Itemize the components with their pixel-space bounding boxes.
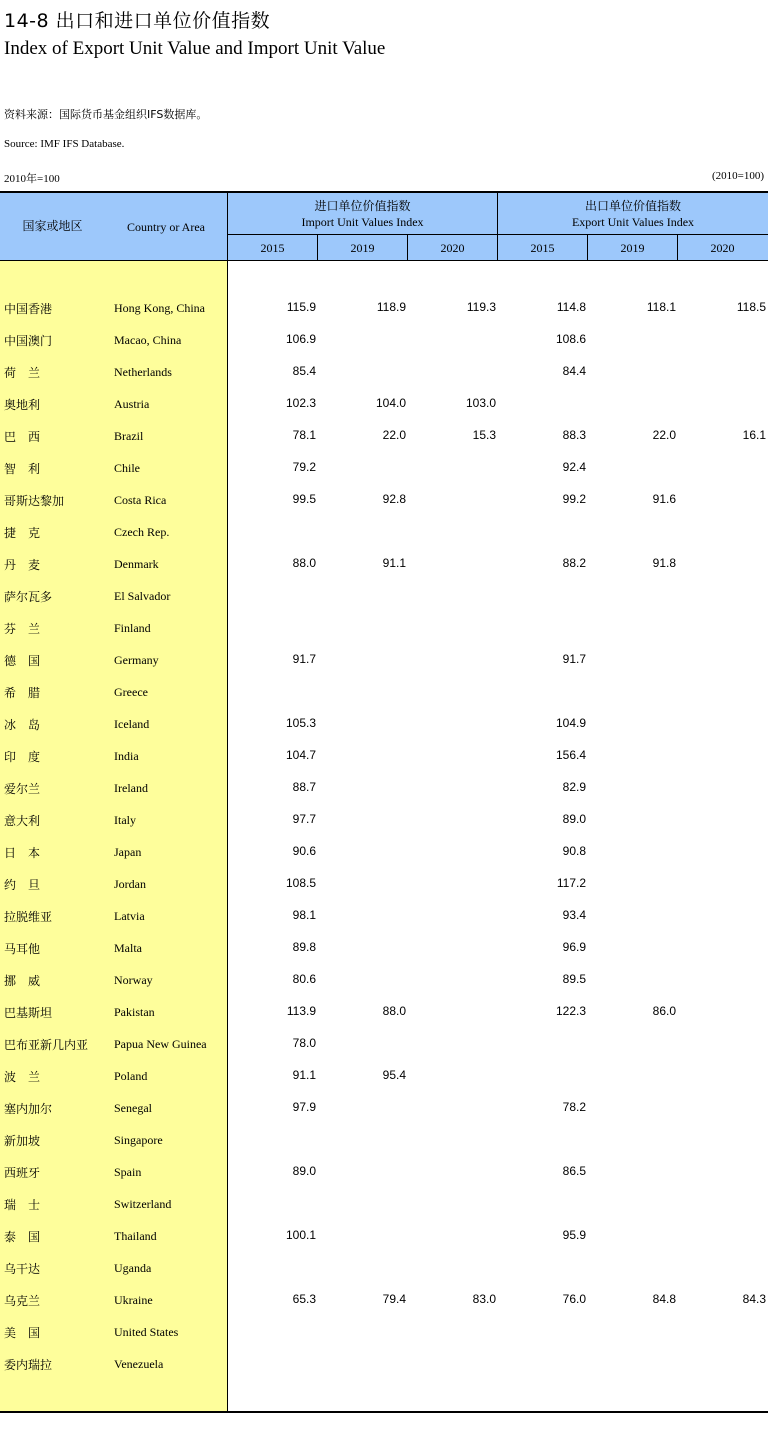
value-cell: 108.5 — [285, 876, 316, 890]
country-name-cn: 芬 兰 — [4, 622, 41, 636]
country-name-cn: 捷 克 — [4, 526, 41, 540]
table-row — [0, 620, 768, 652]
country-name-en: Latvia — [114, 909, 145, 923]
value-cell: 122.3 — [555, 1004, 586, 1018]
table-row — [0, 588, 768, 620]
country-name-en: Ukraine — [114, 1293, 153, 1307]
country-name-cn: 西班牙 — [4, 1166, 41, 1180]
table-row — [0, 1356, 768, 1388]
value-cell: 86.5 — [562, 1164, 586, 1178]
table-row — [0, 364, 768, 396]
value-cell: 78.2 — [562, 1100, 586, 1114]
value-cell: 104.0 — [375, 396, 406, 410]
table-row — [0, 1228, 768, 1260]
table-top-rule — [0, 191, 768, 193]
country-name-cn: 荷 兰 — [4, 366, 41, 380]
value-cell: 103.0 — [465, 396, 496, 410]
table-row — [0, 1292, 768, 1324]
value-cell: 88.0 — [382, 1004, 406, 1018]
value-cell: 92.8 — [382, 492, 406, 506]
header-export-en: Export Unit Values Index — [571, 215, 695, 229]
country-name-cn: 美 国 — [4, 1326, 41, 1340]
country-name-cn: 萨尔瓦多 — [4, 590, 53, 604]
value-cell: 90.6 — [292, 844, 316, 858]
value-cell: 15.3 — [472, 428, 496, 442]
value-cell: 156.4 — [555, 748, 586, 762]
value-cell: 76.0 — [562, 1292, 586, 1306]
country-name-cn: 塞内加尔 — [4, 1102, 53, 1116]
country-name-en: Norway — [114, 973, 153, 987]
value-cell: 78.1 — [292, 428, 316, 442]
country-name-cn: 爱尔兰 — [4, 782, 41, 796]
table-row — [0, 684, 768, 716]
table-row — [0, 1196, 768, 1228]
value-cell: 95.4 — [382, 1068, 406, 1082]
value-cell: 96.9 — [562, 940, 586, 954]
header-import-cn: 进口单位价值指数 — [314, 199, 411, 213]
header-bottom-rule — [0, 260, 768, 261]
country-name-en: Papua New Guinea — [114, 1037, 207, 1051]
table-row — [0, 908, 768, 940]
value-cell: 118.1 — [646, 300, 676, 314]
value-cell: 78.0 — [292, 1036, 316, 1050]
country-name-en: El Salvador — [114, 589, 171, 603]
country-name-en: Pakistan — [114, 1005, 155, 1019]
country-name-cn: 德 国 — [4, 654, 41, 668]
value-cell: 102.3 — [285, 396, 316, 410]
value-cell: 85.4 — [292, 364, 316, 378]
value-cell: 93.4 — [562, 908, 586, 922]
value-cell: 65.3 — [292, 1292, 316, 1306]
value-cell: 99.5 — [292, 492, 316, 506]
value-cell: 114.8 — [556, 300, 586, 314]
value-cell: 89.5 — [562, 972, 586, 986]
country-name-en: United States — [114, 1325, 179, 1339]
value-cell: 118.9 — [376, 300, 406, 314]
table-row — [0, 1164, 768, 1196]
country-name-en: Netherlands — [114, 365, 172, 379]
table-row — [0, 300, 768, 332]
country-name-cn: 希 腊 — [4, 686, 41, 700]
country-name-en: Hong Kong, China — [114, 301, 205, 315]
country-name-en: Denmark — [114, 557, 159, 571]
country-name-en: India — [114, 749, 139, 763]
value-cell: 22.0 — [652, 428, 676, 442]
value-cell: 82.9 — [562, 780, 586, 794]
country-name-en: Jordan — [114, 877, 146, 891]
value-cell: 91.1 — [292, 1068, 316, 1082]
country-name-en: Singapore — [114, 1133, 163, 1147]
value-cell: 91.7 — [292, 652, 316, 666]
value-cell: 80.6 — [292, 972, 316, 986]
header-import-en: Import Unit Values Index — [301, 215, 424, 229]
value-cell: 95.9 — [562, 1228, 586, 1242]
table-row — [0, 1004, 768, 1036]
header-mid-rule — [228, 234, 768, 235]
table-row — [0, 716, 768, 748]
value-cell: 79.4 — [382, 1292, 406, 1306]
value-cell: 89.0 — [562, 812, 586, 826]
table-row — [0, 1324, 768, 1356]
value-cell: 97.7 — [292, 812, 316, 826]
country-name-en: Japan — [114, 845, 142, 859]
table-row — [0, 1100, 768, 1132]
country-name-cn: 瑞 士 — [4, 1198, 41, 1212]
table-row — [0, 652, 768, 684]
table-row — [0, 332, 768, 364]
table-row — [0, 556, 768, 588]
country-name-cn: 日 本 — [4, 846, 41, 860]
country-name-en: Poland — [114, 1069, 148, 1083]
header-export-cn: 出口单位价值指数 — [584, 199, 681, 213]
value-cell: 91.6 — [652, 492, 676, 506]
value-cell: 84.8 — [652, 1292, 676, 1306]
country-name-en: Senegal — [114, 1101, 152, 1115]
country-name-en: Ireland — [114, 781, 148, 795]
country-name-cn: 哥斯达黎加 — [4, 494, 65, 508]
country-name-en: Greece — [114, 685, 148, 699]
value-cell: 91.8 — [652, 556, 676, 570]
value-cell: 105.3 — [285, 716, 316, 730]
country-name-en: Germany — [114, 653, 159, 667]
value-cell: 89.0 — [292, 1164, 316, 1178]
header-year-import-2015: 2015 — [260, 241, 285, 255]
table-row — [0, 428, 768, 460]
table-row — [0, 1260, 768, 1292]
header-year-export-2015: 2015 — [530, 241, 555, 255]
country-name-en: Czech Rep. — [114, 525, 170, 539]
value-cell: 16.1 — [742, 428, 766, 442]
country-name-cn: 巴基斯坦 — [4, 1006, 53, 1020]
value-cell: 84.4 — [562, 364, 586, 378]
country-name-en: Uganda — [114, 1261, 152, 1275]
value-cell: 88.2 — [562, 556, 586, 570]
country-name-cn: 乌干达 — [4, 1262, 41, 1276]
country-name-en: Iceland — [114, 717, 150, 731]
value-cell: 83.0 — [472, 1292, 496, 1306]
country-name-cn: 印 度 — [4, 750, 41, 764]
value-cell: 113.9 — [286, 1004, 316, 1018]
value-cell: 117.2 — [556, 876, 586, 890]
table-row — [0, 1068, 768, 1100]
country-name-cn: 波 兰 — [4, 1070, 41, 1084]
country-name-cn: 泰 国 — [4, 1230, 41, 1244]
table-row — [0, 876, 768, 908]
value-cell: 88.3 — [562, 428, 586, 442]
country-name-cn: 巴 西 — [4, 430, 41, 444]
table-row — [0, 524, 768, 556]
value-cell: 89.8 — [292, 940, 316, 954]
table-row — [0, 844, 768, 876]
value-cell: 99.2 — [562, 492, 586, 506]
value-cell: 86.0 — [652, 1004, 676, 1018]
base-year-note-cn: 2010年=100 — [4, 173, 60, 185]
value-cell: 98.1 — [292, 908, 316, 922]
table-row — [0, 812, 768, 844]
value-cell: 115.9 — [286, 300, 316, 314]
value-cell: 104.7 — [285, 748, 316, 762]
table-row — [0, 940, 768, 972]
country-name-en: Switzerland — [114, 1197, 172, 1211]
country-name-en: Austria — [114, 397, 150, 411]
country-name-en: Costa Rica — [114, 493, 167, 507]
country-name-cn: 委内瑞拉 — [4, 1358, 53, 1372]
source-note-en: Source: IMF IFS Database. — [4, 138, 125, 150]
page-title-cn: 14-8 出口和进口单位价值指数 — [4, 10, 271, 32]
value-cell: 90.8 — [562, 844, 586, 858]
value-cell: 92.4 — [562, 460, 586, 474]
country-name-en: Chile — [114, 461, 140, 475]
table-row — [0, 460, 768, 492]
header-country-en: Country or Area — [127, 220, 205, 234]
table-row — [0, 492, 768, 524]
country-name-cn: 巴布亚新几内亚 — [4, 1038, 89, 1052]
country-name-cn: 新加坡 — [4, 1134, 41, 1148]
country-name-en: Spain — [114, 1165, 142, 1179]
country-name-en: Brazil — [114, 429, 144, 443]
country-name-en: Thailand — [114, 1229, 157, 1243]
country-name-cn: 中国香港 — [4, 302, 53, 316]
source-note-cn: 资料来源：国际货币基金组织IFS数据库。 — [4, 108, 208, 121]
value-cell: 104.9 — [555, 716, 586, 730]
page-title-en: Index of Export Unit Value and Import Unit Value — [4, 38, 386, 59]
table-row — [0, 748, 768, 780]
table-bottom-rule — [0, 1411, 768, 1413]
country-name-cn: 拉脱维亚 — [4, 910, 53, 924]
table-row — [0, 1036, 768, 1068]
country-name-en: Finland — [114, 621, 151, 635]
country-name-en: Malta — [114, 941, 142, 955]
value-cell: 91.1 — [382, 556, 406, 570]
value-cell: 108.6 — [555, 332, 586, 346]
country-name-cn: 意大利 — [4, 814, 41, 828]
country-name-cn: 挪 威 — [4, 974, 41, 988]
country-name-cn: 奥地利 — [4, 398, 41, 412]
value-cell: 106.9 — [285, 332, 316, 346]
country-name-cn: 中国澳门 — [4, 334, 53, 348]
table-row — [0, 780, 768, 812]
base-year-note-en: (2010=100) — [711, 170, 764, 182]
table-row — [0, 972, 768, 1004]
header-year-export-2020: 2020 — [710, 241, 735, 255]
country-name-cn: 智 利 — [4, 462, 41, 476]
header-country-cn: 国家或地区 — [22, 219, 83, 233]
country-name-cn: 冰 岛 — [4, 718, 41, 732]
country-name-en: Italy — [114, 813, 136, 827]
value-cell: 100.1 — [285, 1228, 316, 1242]
table-row — [0, 1132, 768, 1164]
country-name-en: Venezuela — [114, 1357, 164, 1371]
value-cell: 97.9 — [292, 1100, 316, 1114]
country-name-cn: 约 旦 — [4, 878, 41, 892]
header-year-import-2020: 2020 — [440, 241, 465, 255]
country-name-cn: 乌克兰 — [4, 1294, 41, 1308]
value-cell: 119.3 — [466, 300, 496, 314]
header-year-export-2019: 2019 — [620, 241, 645, 255]
country-name-cn: 马耳他 — [4, 942, 41, 956]
country-name-en: Macao, China — [114, 333, 182, 347]
value-cell: 79.2 — [292, 460, 316, 474]
value-cell: 91.7 — [562, 652, 586, 666]
table-row — [0, 396, 768, 428]
value-cell: 84.3 — [742, 1292, 766, 1306]
country-name-cn: 丹 麦 — [4, 558, 41, 572]
value-cell: 88.0 — [292, 556, 316, 570]
value-cell: 118.5 — [736, 300, 766, 314]
header-year-import-2019: 2019 — [350, 241, 375, 255]
value-cell: 22.0 — [382, 428, 406, 442]
value-cell: 88.7 — [292, 780, 316, 794]
